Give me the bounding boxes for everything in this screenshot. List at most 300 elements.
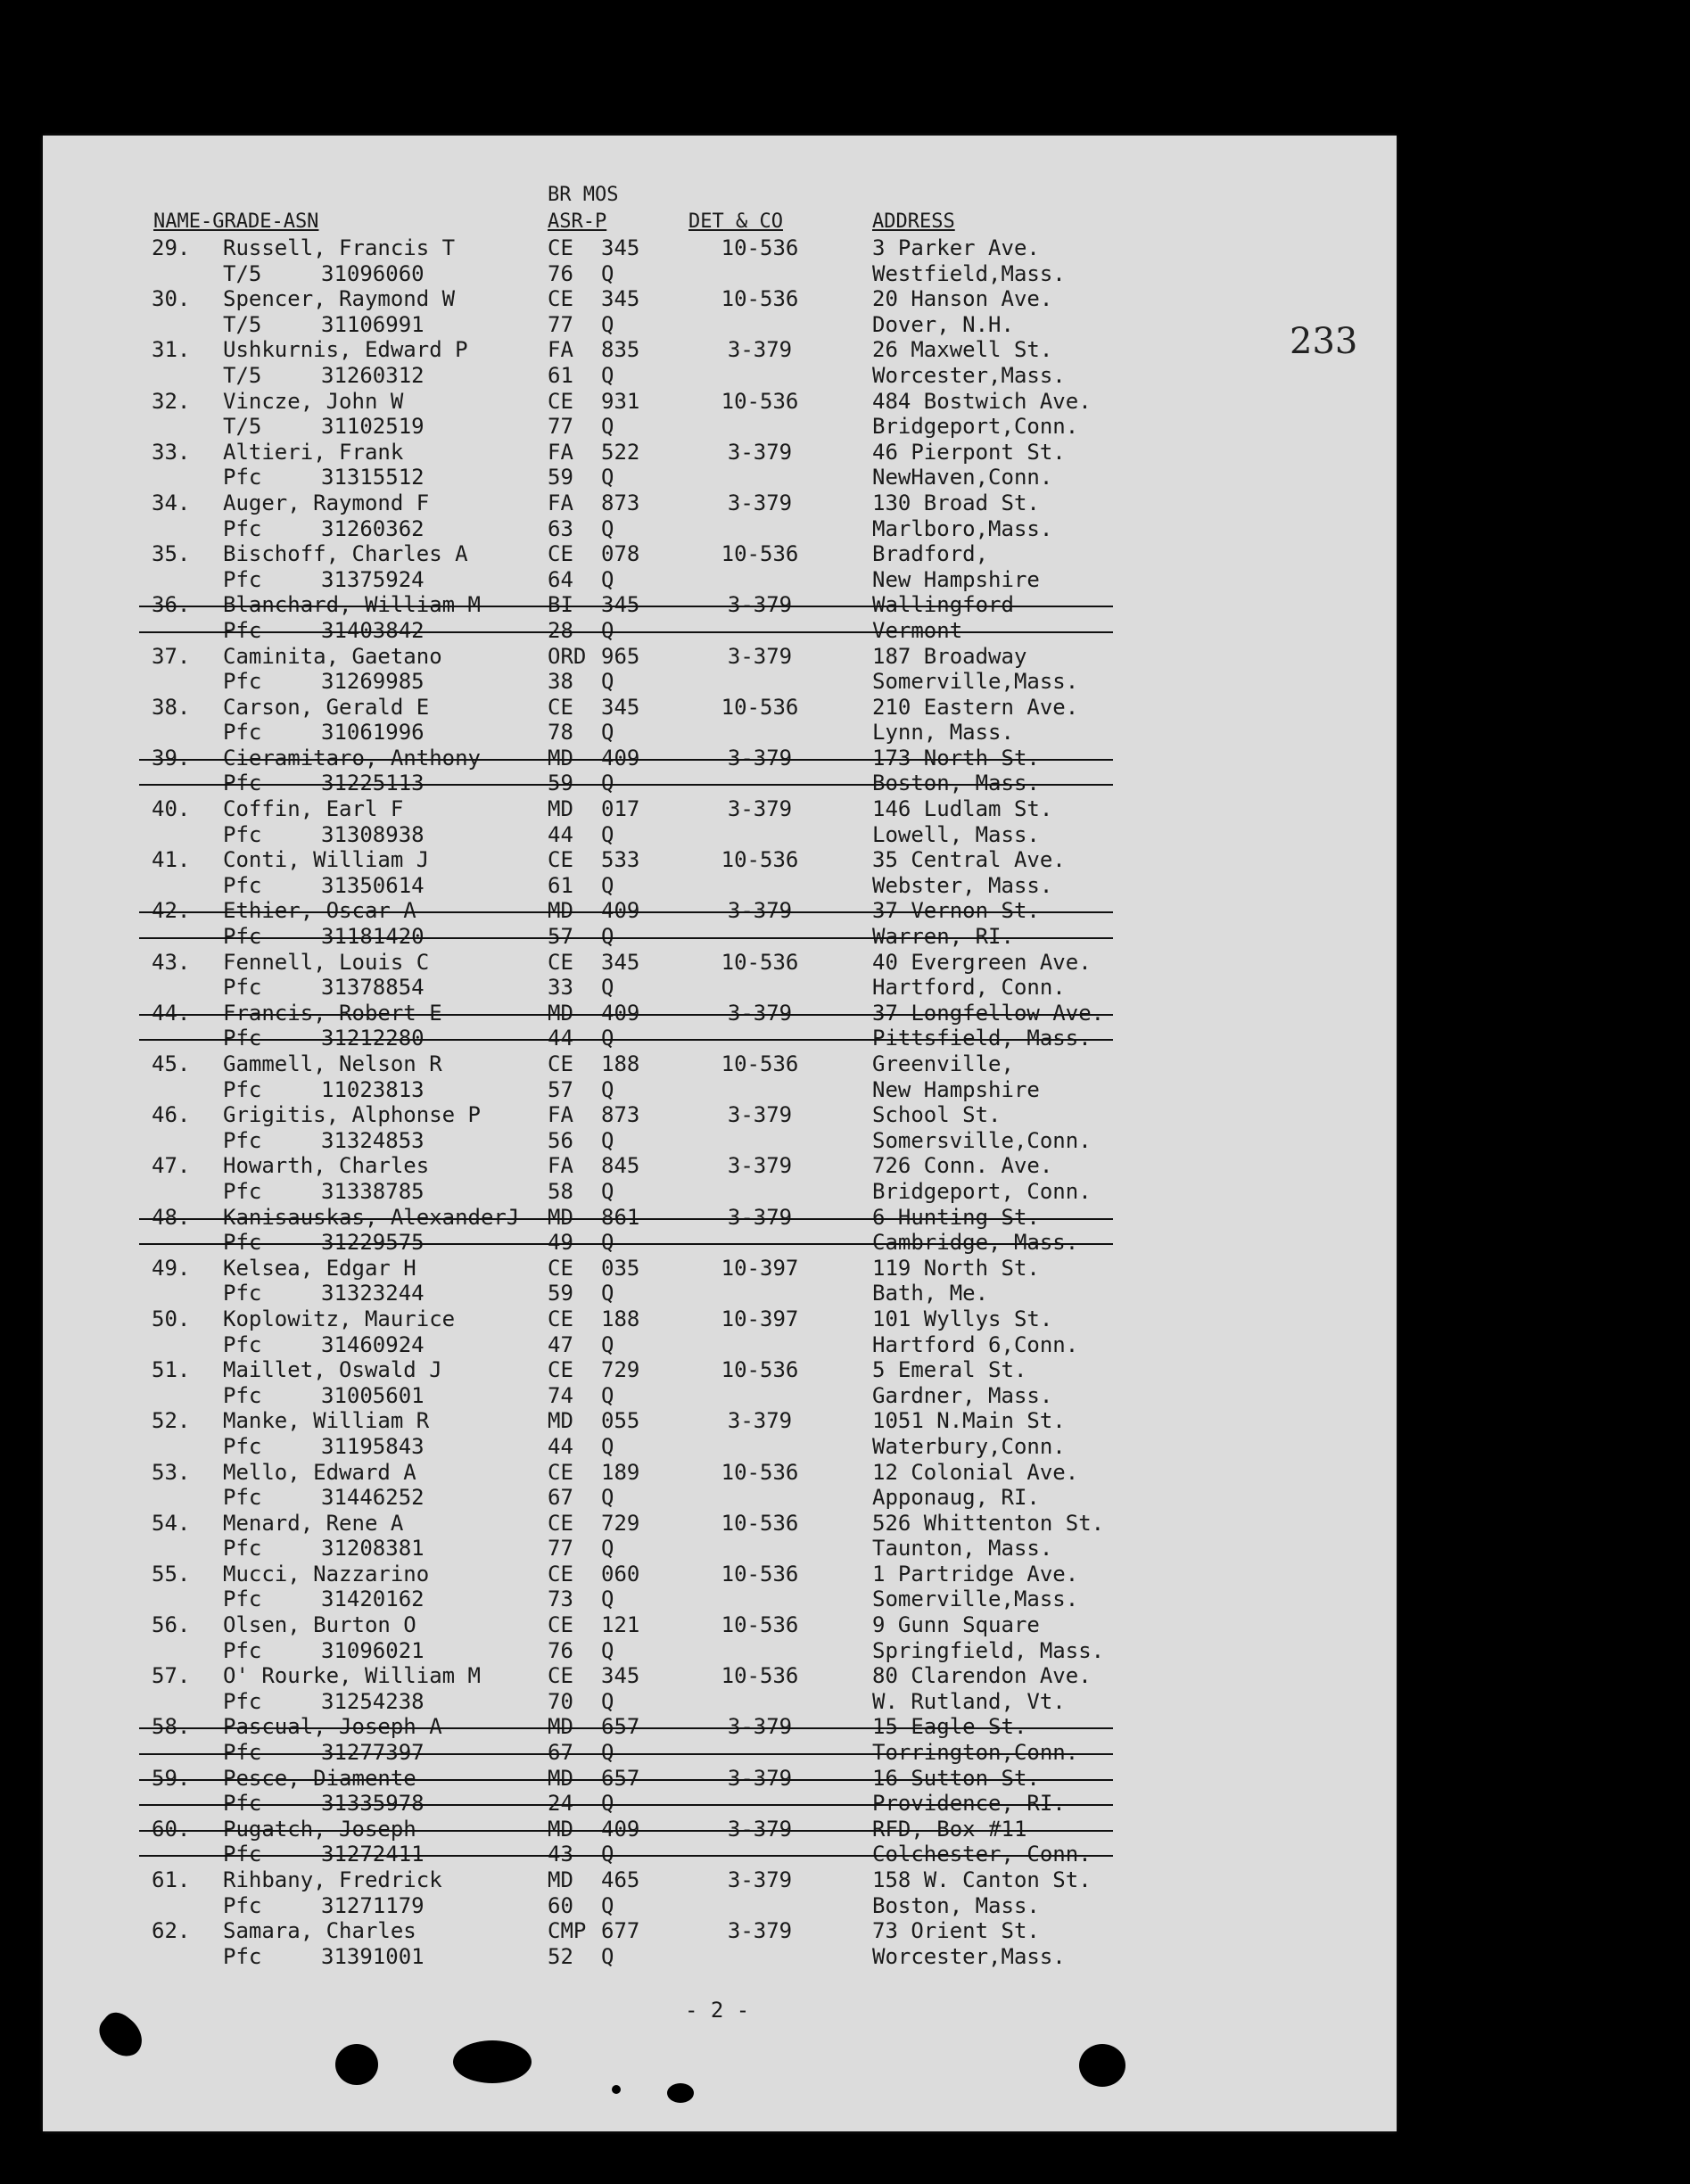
address-line-2: Boston, Mass. [872,771,1040,796]
army-serial-number: 31229575 [321,1230,425,1256]
branch: MD [548,745,573,771]
address-line-2: Apponaug, RI. [872,1485,1040,1511]
entry-number: 44. [152,1000,191,1026]
army-serial-number: 31308938 [321,821,425,847]
soldier-name: Bischoff, Charles A [223,541,468,567]
soldier-name: Kelsea, Edgar H [223,1255,416,1281]
army-serial-number: 31106991 [321,311,425,337]
address-line-1: 46 Pierpont St. [872,439,1066,465]
entry-number: 57. [152,1663,191,1689]
address-line-2: Cambridge, Mass. [872,1230,1079,1256]
branch: MD [548,1714,573,1740]
det-co: 3-379 [727,439,793,465]
army-serial-number: 31061996 [321,720,425,746]
army-serial-number: 31323244 [321,1281,425,1306]
p-code: Q [601,1178,614,1204]
branch: ORD [548,643,587,669]
asr-score: 77 [548,414,573,440]
mos-code: 409 [601,745,640,771]
address-line-2: Somerville,Mass. [872,1586,1079,1612]
p-code: Q [601,1076,614,1102]
branch: MD [548,898,573,924]
grade: Pfc [223,771,262,796]
grade: T/5 [223,260,262,286]
entry-number: 59. [152,1765,191,1791]
grade: Pfc [223,669,262,695]
roster-entry-struck [43,1714,1397,1765]
asr-score: 76 [548,1637,573,1663]
det-co: 3-379 [727,592,793,618]
soldier-name: O' Rourke, William M [223,1663,481,1689]
det-co: 10-536 [721,1663,799,1689]
branch: FA [548,337,573,363]
address-line-1: 101 Wyllys St. [872,1306,1053,1331]
asr-score: 60 [548,1892,573,1918]
address-line-2: Somersville,Conn. [872,1127,1092,1153]
branch: CE [548,949,573,975]
army-serial-number: 31271179 [321,1892,425,1918]
mos-code: 188 [601,1306,640,1331]
soldier-name: Caminita, Gaetano [223,643,442,669]
p-code: Q [601,720,614,746]
army-serial-number: 31460924 [321,1331,425,1357]
roster-entry [43,1918,1397,1969]
asr-score: 77 [548,1536,573,1562]
grade: Pfc [223,1178,262,1204]
det-co: 3-379 [727,1918,793,1944]
address-line-1: 5 Emeral St. [872,1357,1027,1383]
roster-entry [43,1511,1397,1562]
det-co: 3-379 [727,1204,793,1230]
asr-score: 59 [548,465,573,490]
entry-number: 45. [152,1051,191,1076]
roster-entry [43,1408,1397,1459]
p-code: Q [601,1281,614,1306]
det-co: 3-379 [727,745,793,771]
roster-entry-struck [43,592,1397,643]
roster-entry-struck [43,1817,1397,1867]
grade: Pfc [223,872,262,898]
soldier-name: Menard, Rene A [223,1510,404,1536]
mos-code: 017 [601,796,640,822]
entry-number: 37. [152,643,191,669]
army-serial-number: 31005601 [321,1382,425,1408]
roster-entry [43,490,1397,541]
grade: Pfc [223,566,262,592]
mos-code: 845 [601,1153,640,1179]
address-line-1: 187 Broadway [872,643,1027,669]
branch: MD [548,1204,573,1230]
roster-entry [43,847,1397,898]
mos-code: 533 [601,847,640,873]
det-co: 3-379 [727,643,793,669]
entry-number: 62. [152,1918,191,1944]
army-serial-number: 31254238 [321,1688,425,1714]
army-serial-number: 31195843 [321,1433,425,1459]
det-co: 10-536 [721,1357,799,1383]
soldier-name: Spencer, Raymond W [223,286,456,312]
soldier-name: Samara, Charles [223,1918,416,1944]
mos-code: 345 [601,286,640,312]
asr-score: 74 [548,1382,573,1408]
mos-code: 522 [601,439,640,465]
army-serial-number: 31181420 [321,924,425,950]
address-line-2: W. Rutland, Vt. [872,1688,1066,1714]
entry-number: 38. [152,694,191,720]
address-line-1: 173 North St. [872,745,1040,771]
det-co: 10-536 [721,949,799,975]
det-co: 3-379 [727,1000,793,1026]
address-line-1: 12 Colonial Ave. [872,1459,1079,1485]
army-serial-number: 31208381 [321,1536,425,1562]
entry-number: 36. [152,592,191,618]
army-serial-number: 31260362 [321,515,425,541]
roster-entry [43,389,1397,440]
entry-number: 41. [152,847,191,873]
soldier-name: Blanchard, William M [223,592,481,618]
branch: MD [548,796,573,822]
p-code: Q [601,1382,614,1408]
roster-entry [43,695,1397,746]
branch: CE [548,541,573,567]
asr-score: 61 [548,872,573,898]
entry-number: 49. [152,1255,191,1281]
asr-score: 44 [548,821,573,847]
entry-number: 51. [152,1357,191,1383]
roster-entry [43,1460,1397,1511]
p-code: Q [601,1688,614,1714]
entry-number: 40. [152,796,191,822]
grade: Pfc [223,1586,262,1612]
grade: Pfc [223,1281,262,1306]
address-line-1: 15 Eagle St. [872,1714,1027,1740]
address-line-2: New Hampshire [872,1076,1040,1102]
army-serial-number: 11023813 [321,1076,425,1102]
grade: T/5 [223,362,262,388]
det-co: 10-536 [721,1612,799,1638]
army-serial-number: 31420162 [321,1586,425,1612]
asr-score: 76 [548,260,573,286]
det-co: 3-379 [727,1714,793,1740]
grade: Pfc [223,1892,262,1918]
entry-number: 47. [152,1153,191,1179]
mos-code: 729 [601,1510,640,1536]
branch: CE [548,1510,573,1536]
soldier-name: Howarth, Charles [223,1153,430,1179]
branch: MD [548,1408,573,1434]
entry-number: 60. [152,1816,191,1842]
roster-entry-struck [43,746,1397,796]
soldier-name: Pugatch, Joseph [223,1816,416,1842]
roster-entry-struck [43,898,1397,949]
det-co: 10-536 [721,694,799,720]
p-code: Q [601,1637,614,1663]
army-serial-number: 31269985 [321,669,425,695]
grade: Pfc [223,720,262,746]
p-code: Q [601,1740,614,1766]
address-line-1: 146 Ludlam St. [872,796,1053,822]
punch-hole [335,2044,378,2085]
address-line-2: New Hampshire [872,566,1040,592]
p-code: Q [601,1127,614,1153]
address-line-1: Bradford, [872,541,989,567]
grade: T/5 [223,414,262,440]
mos-code: 121 [601,1612,640,1638]
army-serial-number: 31350614 [321,872,425,898]
soldier-name: Rihbany, Fredrick [223,1867,442,1892]
det-co: 3-379 [727,490,793,515]
branch: MD [548,1765,573,1791]
p-code: Q [601,311,614,337]
roster-entry [43,440,1397,490]
soldier-name: Pesce, Diamente [223,1765,416,1791]
p-code: Q [601,821,614,847]
asr-score: 24 [548,1791,573,1817]
grade: Pfc [223,1382,262,1408]
asr-score: 49 [548,1230,573,1256]
ink-blot [612,2085,621,2094]
roster-entry [43,337,1397,388]
soldier-name: Francis, Robert E [223,1000,442,1026]
header-asr-p: ASR-P [548,210,607,233]
soldier-name: Ethier, Oscar A [223,898,416,924]
address-line-2: Westfield,Mass. [872,260,1066,286]
address-line-1: 16 Sutton St. [872,1765,1040,1791]
asr-score: 73 [548,1586,573,1612]
grade: Pfc [223,1688,262,1714]
p-code: Q [601,1026,614,1051]
branch: CE [548,1459,573,1485]
soldier-name: Koplowitz, Maurice [223,1306,456,1331]
address-line-2: Hartford, Conn. [872,975,1066,1001]
address-line-2: Marlboro,Mass. [872,515,1053,541]
mos-code: 835 [601,337,640,363]
army-serial-number: 31277397 [321,1740,425,1766]
grade: Pfc [223,1076,262,1102]
army-serial-number: 31391001 [321,1943,425,1969]
mos-code: 345 [601,949,640,975]
roster-entry [43,1612,1397,1663]
branch: FA [548,1153,573,1179]
p-code: Q [601,669,614,695]
mos-code: 035 [601,1255,640,1281]
asr-score: 59 [548,771,573,796]
mos-code: 345 [601,592,640,618]
det-co: 3-379 [727,1867,793,1892]
p-code: Q [601,975,614,1001]
det-co: 10-536 [721,847,799,873]
soldier-name: Auger, Raymond F [223,490,430,515]
branch: MD [548,1816,573,1842]
address-line-2: Gardner, Mass. [872,1382,1053,1408]
roster-entry [43,1306,1397,1357]
address-line-2: Somerville,Mass. [872,669,1079,695]
roster-entry [43,235,1397,286]
army-serial-number: 31272411 [321,1842,425,1867]
p-code: Q [601,1791,614,1817]
p-code: Q [601,362,614,388]
det-co: 10-536 [721,1510,799,1536]
asr-score: 47 [548,1331,573,1357]
address-line-1: 1051 N.Main St. [872,1408,1066,1434]
army-serial-number: 31096060 [321,260,425,286]
det-co: 3-379 [727,1102,793,1128]
grade: Pfc [223,1331,262,1357]
army-serial-number: 31212280 [321,1026,425,1051]
entry-number: 52. [152,1408,191,1434]
address-line-2: Lowell, Mass. [872,821,1040,847]
ink-blot [667,2083,694,2103]
p-code: Q [601,924,614,950]
mos-code: 657 [601,1714,640,1740]
grade: T/5 [223,311,262,337]
address-line-2: Vermont [872,617,963,643]
soldier-name: Manke, William R [223,1408,430,1434]
det-co: 10-397 [721,1306,799,1331]
address-line-2: Bath, Me. [872,1281,989,1306]
asr-score: 70 [548,1688,573,1714]
soldier-name: Mucci, Nazzarino [223,1561,430,1586]
p-code: Q [601,515,614,541]
det-co: 3-379 [727,1153,793,1179]
roster-entry [43,644,1397,695]
grade: Pfc [223,465,262,490]
det-co: 10-536 [721,1459,799,1485]
grade: Pfc [223,1127,262,1153]
soldier-name: Fennell, Louis C [223,949,430,975]
soldier-name: Olsen, Burton O [223,1612,416,1638]
grade: Pfc [223,1485,262,1511]
roster-entry [43,1153,1397,1204]
entry-number: 54. [152,1510,191,1536]
mos-code: 677 [601,1918,640,1944]
asr-score: 57 [548,924,573,950]
p-code: Q [601,465,614,490]
grade: Pfc [223,1740,262,1766]
branch: CE [548,1051,573,1076]
entry-number: 31. [152,337,191,363]
entry-number: 61. [152,1867,191,1892]
header-br-mos: BR MOS [548,184,619,206]
asr-score: 52 [548,1943,573,1969]
branch: FA [548,490,573,515]
army-serial-number: 31446252 [321,1485,425,1511]
asr-score: 33 [548,975,573,1001]
p-code: Q [601,771,614,796]
page-number: 233 [1290,321,1358,362]
branch: FA [548,439,573,465]
address-line-2: Bridgeport, Conn. [872,1178,1092,1204]
soldier-name: Carson, Gerald E [223,694,430,720]
grade: Pfc [223,1943,262,1969]
grade: Pfc [223,1842,262,1867]
address-line-2: Springfield, Mass. [872,1637,1105,1663]
det-co: 10-397 [721,1255,799,1281]
mos-code: 189 [601,1459,640,1485]
address-line-1: 40 Evergreen Ave. [872,949,1092,975]
det-co: 10-536 [721,235,799,260]
roster-entry [43,796,1397,847]
address-line-2: Lynn, Mass. [872,720,1014,746]
branch: FA [548,1102,573,1128]
soldier-name: Mello, Edward A [223,1459,416,1485]
address-line-1: 80 Clarendon Ave. [872,1663,1092,1689]
asr-score: 57 [548,1076,573,1102]
page-footer: - 2 - [685,1998,750,2023]
address-line-2: Webster, Mass. [872,872,1053,898]
entry-number: 30. [152,286,191,312]
branch: CE [548,1663,573,1689]
det-co: 10-536 [721,1561,799,1586]
address-line-1: 9 Gunn Square [872,1612,1040,1638]
entry-number: 29. [152,235,191,260]
det-co: 3-379 [727,1816,793,1842]
soldier-name: Gammell, Nelson R [223,1051,442,1076]
army-serial-number: 31315512 [321,465,425,490]
branch: MD [548,1867,573,1892]
roster-entry [43,1357,1397,1408]
roster-entry [43,1867,1397,1918]
branch: CE [548,286,573,312]
p-code: Q [601,872,614,898]
address-line-1: 526 Whittenton St. [872,1510,1105,1536]
entry-number: 46. [152,1102,191,1128]
entry-number: 33. [152,439,191,465]
roster-entry [43,541,1397,592]
asr-score: 44 [548,1026,573,1051]
det-co: 10-536 [721,286,799,312]
p-code: Q [601,1536,614,1562]
asr-score: 58 [548,1178,573,1204]
entry-number: 55. [152,1561,191,1586]
soldier-name: Maillet, Oswald J [223,1357,442,1383]
address-line-1: 119 North St. [872,1255,1040,1281]
asr-score: 38 [548,669,573,695]
grade: Pfc [223,1433,262,1459]
mos-code: 861 [601,1204,640,1230]
document-page [43,136,1397,2131]
grade: Pfc [223,924,262,950]
army-serial-number: 31338785 [321,1178,425,1204]
header-name-grade-asn: NAME-GRADE-ASN [153,210,319,233]
grade: Pfc [223,821,262,847]
det-co: 10-536 [721,388,799,414]
asr-score: 67 [548,1485,573,1511]
address-line-2: Waterbury,Conn. [872,1433,1066,1459]
army-serial-number: 31225113 [321,771,425,796]
mos-code: 188 [601,1051,640,1076]
branch: CE [548,1306,573,1331]
address-line-1: 484 Bostwich Ave. [872,388,1092,414]
mos-code: 729 [601,1357,640,1383]
p-code: Q [601,1331,614,1357]
grade: Pfc [223,1791,262,1817]
grade: Pfc [223,1536,262,1562]
address-line-2: Colchester, Conn. [872,1842,1092,1867]
det-co: 3-379 [727,898,793,924]
army-serial-number: 31102519 [321,414,425,440]
mos-code: 409 [601,1816,640,1842]
roster-entry [43,286,1397,337]
address-line-1: Wallingford [872,592,1014,618]
mos-code: 345 [601,1663,640,1689]
mos-code: 345 [601,694,640,720]
branch: CE [548,388,573,414]
entry-number: 50. [152,1306,191,1331]
address-line-2: Bridgeport,Conn. [872,414,1079,440]
branch: CMP [548,1918,587,1944]
p-code: Q [601,617,614,643]
